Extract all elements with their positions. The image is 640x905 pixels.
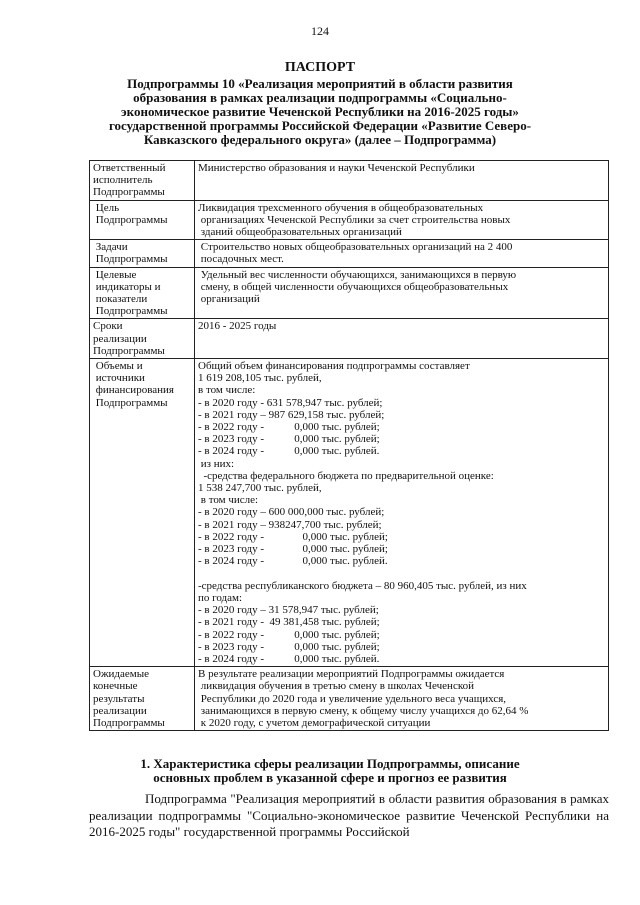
passport-value-line: к 2020 году, с учетом демографической ситуации — [198, 716, 431, 729]
passport-label-line: Подпрограммы — [93, 213, 168, 226]
passport-value-line: - в 2023 году - 0,000 тыс. рублей; — [198, 433, 380, 446]
passport-value-line: - в 2020 году – 600 000,000 тыс. рублей; — [198, 506, 385, 519]
passport-value-line: - в 2021 году - 49 381,458 тыс. рублей; — [198, 616, 380, 629]
passport-label-line: Задачи — [93, 241, 128, 254]
passport-label-line: Ожидаемые — [93, 668, 150, 681]
document-subtitle — [60, 77, 580, 147]
passport-value-line: - в 2022 году - 0,000 тыс. рублей; — [198, 628, 380, 641]
passport-label-line: Подпрограммы — [93, 186, 165, 199]
passport-value-line: - в 2023 году - 0,000 тыс. рублей; — [198, 640, 380, 653]
passport-label-cell — [90, 319, 195, 359]
passport-label-line: Подпрограммы — [93, 305, 168, 318]
passport-label-line: Целевые — [93, 268, 137, 281]
subtitle-line: образования в рамках реализации подпрограммы «Социально- — [133, 90, 507, 105]
passport-value-cell — [195, 319, 609, 359]
passport-value-line: - в 2021 году – 987 629,158 тыс. рублей; — [198, 408, 385, 421]
passport-value-line: организациях Чеченской Республики за счет строительства новых — [198, 213, 511, 226]
passport-row — [90, 267, 609, 319]
passport-row — [90, 319, 609, 359]
passport-value-line: - в 2021 году – 938247,700 тыс. рублей; — [198, 518, 382, 531]
passport-value-line: Общий объем финансирования подпрограммы составляет — [198, 360, 470, 373]
passport-value-cell — [195, 240, 609, 267]
passport-value-line: 1 619 208,105 тыс. рублей, — [198, 372, 322, 385]
passport-label-line: Ответственный — [93, 162, 166, 174]
passport-label-cell — [90, 200, 195, 240]
passport-row — [90, 240, 609, 267]
passport-value-line: занимающихся в первую смену, к общему числу учащихся до 62,64 % — [198, 704, 529, 717]
section-heading-line: 1. Характеристика сферы реализации Подпрограммы, описание — [140, 756, 520, 771]
passport-value-line: - в 2023 году - 0,000 тыс. рублей; — [198, 543, 388, 556]
passport-label-line: Подпрограммы — [93, 716, 165, 729]
passport-value-cell — [195, 359, 609, 667]
passport-value-line: Республики до 2020 года и увеличение удельного веса учащихся, — [198, 692, 507, 705]
passport-value-line: -средства федерального бюджета по предварительной оценке: — [198, 469, 494, 482]
passport-label-line: результаты — [93, 692, 145, 705]
passport-value-line: смену, в общей численности обучающихся общеобразовательных — [198, 280, 509, 293]
passport-value-line: Министерство образования и науки Чеченской Республики — [198, 162, 475, 174]
passport-value-cell — [195, 161, 609, 201]
passport-label-line: Цель — [93, 201, 120, 214]
subtitle-line: Подпрограммы 10 «Реализация мероприятий в области развития — [127, 76, 513, 91]
passport-label-line: реализации — [93, 332, 147, 345]
passport-label-cell — [90, 667, 195, 731]
passport-value-line: - в 2024 году - 0,000 тыс. рублей. — [198, 652, 380, 665]
passport-value-line: 2016 - 2025 годы — [198, 320, 277, 333]
passport-label-line: исполнитель — [93, 174, 153, 187]
passport-label-cell — [90, 161, 195, 201]
document-title: ПАСПОРТ — [284, 60, 356, 75]
subtitle-line: экономическое развитие Чеченской Республики на 2016-2025 годы» — [121, 104, 519, 119]
passport-value-line: посадочных мест. — [198, 253, 284, 266]
passport-label-line: Подпрограммы — [93, 396, 168, 409]
passport-value-line: в том числе: — [198, 494, 259, 507]
page-number: 124 — [311, 24, 329, 38]
passport-label-line: источники — [93, 372, 145, 385]
passport-label-cell — [90, 240, 195, 267]
passport-value-line: 1 538 247,700 тыс. рублей, — [198, 482, 322, 495]
passport-value-line: - в 2020 году - 631 578,947 тыс. рублей; — [198, 396, 383, 409]
passport-value-cell — [195, 267, 609, 319]
subtitle-line: Кавказского федерального округа» (далее – Подпрограмма) — [143, 132, 497, 147]
passport-value-line: - в 2024 году - 0,000 тыс. рублей. — [198, 555, 388, 568]
passport-label-line: Объемы и — [93, 360, 143, 373]
passport-label-line: показатели — [93, 293, 148, 306]
passport-label-line: реализации — [93, 704, 147, 717]
passport-value-line: - в 2020 году – 31 578,947 тыс. рублей; — [198, 604, 379, 617]
passport-table — [89, 160, 609, 731]
passport-label-line: Подпрограммы — [93, 253, 168, 266]
passport-label-line: Подпрограммы — [93, 344, 165, 357]
passport-row — [90, 359, 609, 667]
passport-value-line — [198, 568, 605, 580]
passport-value-line: из них: — [198, 457, 235, 470]
section-heading-line: основных проблем в указанной сфере и прогноз ее развития — [153, 770, 507, 785]
passport-value-line: в том числе: — [198, 384, 256, 397]
passport-value-line: В результате реализации мероприятий Подпрограммы ожидается — [198, 668, 505, 681]
passport-label-line: Сроки — [93, 320, 123, 333]
passport-value-line: ликвидация обучения в третью смену в школах Чеченской — [198, 680, 474, 693]
passport-row — [90, 161, 609, 201]
passport-label-line: конечные — [93, 680, 138, 693]
passport-row — [90, 667, 609, 731]
passport-value-line: Ликвидация трехсменного обучения в общеобразовательных — [198, 201, 484, 214]
passport-value-line: организаций — [198, 293, 260, 306]
section-heading — [60, 757, 600, 785]
passport-value-cell — [195, 667, 609, 731]
passport-value-line: зданий общеобразовательных организаций — [198, 226, 402, 239]
subtitle-line: государственной программы Российской Федерации «Развитие Северо- — [108, 118, 532, 133]
passport-value-line: - в 2022 году - 0,000 тыс. рублей; — [198, 421, 380, 434]
passport-value-line: по годам: — [198, 591, 243, 604]
passport-value-line: Удельный вес численности обучающихся, занимающихся в первую — [198, 268, 517, 281]
passport-label-cell — [90, 267, 195, 319]
body-paragraph: Подпрограмма "Реализация мероприятий в области развития образования в рамках реализации подпрограммы "Социально-экономическое развитие Чеченской Республики на 2016-2025 годы" государственной программы Российской — [89, 791, 609, 839]
passport-value-cell — [195, 200, 609, 240]
passport-label-line: финансирования — [93, 384, 174, 397]
passport-label-cell — [90, 359, 195, 667]
passport-value-line: - в 2022 году - 0,000 тыс. рублей; — [198, 530, 388, 543]
passport-label-line: индикаторы и — [93, 280, 161, 293]
passport-value-line: -средства республиканского бюджета – 80 960,405 тыс. рублей, из них — [198, 579, 527, 592]
passport-row — [90, 200, 609, 240]
passport-value-line: - в 2024 году - 0,000 тыс. рублей. — [198, 445, 380, 458]
passport-value-line: Строительство новых общеобразовательных организаций на 2 400 — [198, 241, 513, 254]
